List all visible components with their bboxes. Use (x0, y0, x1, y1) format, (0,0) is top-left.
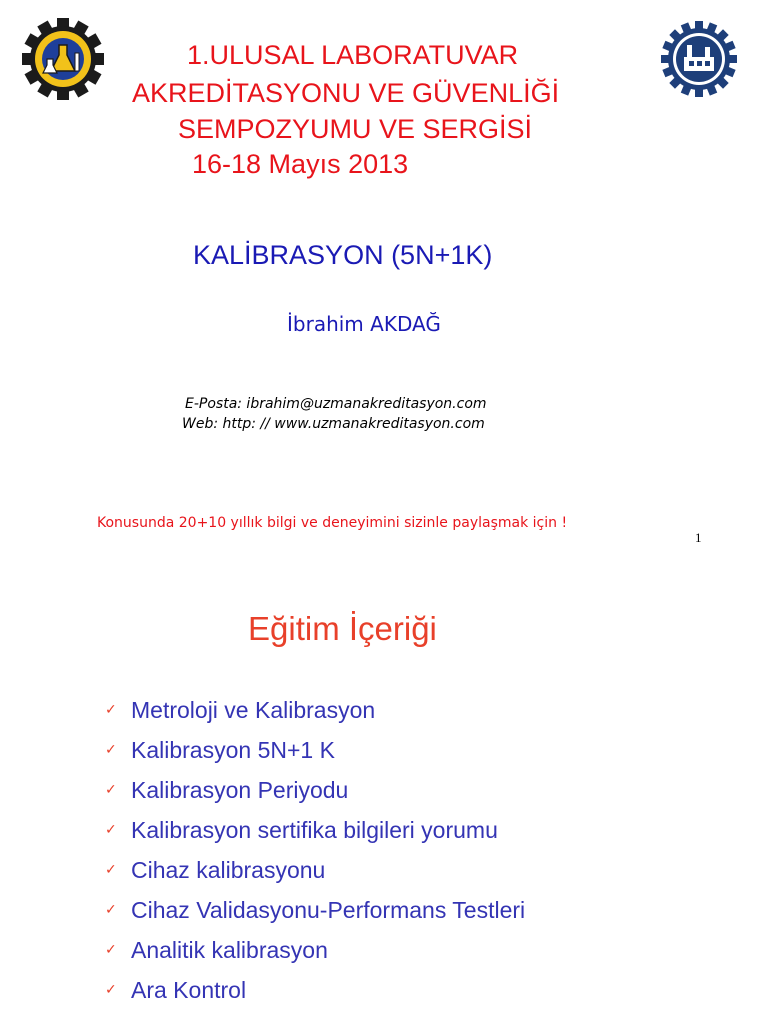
event-title-line-2: AKREDİTASYONU VE GÜVENLİĞİ (132, 78, 560, 108)
check-icon: ✓ (105, 822, 117, 838)
contact-email[interactable]: E-Posta: ibrahim@uzmanakreditasyon.com (185, 396, 487, 412)
author-name: İbrahim AKDAĞ (287, 312, 441, 336)
check-icon: ✓ (105, 742, 117, 758)
list-item (105, 970, 525, 1010)
list-item-label: Cihaz Validasyonu-Performans Testleri (131, 896, 526, 923)
list-item-label: Kalibrasyon sertifika bilgileri yorumu (131, 816, 498, 843)
check-icon: ✓ (105, 702, 117, 718)
check-icon: ✓ (105, 942, 117, 958)
page-number: 1 (695, 530, 702, 545)
section-title: Eğitim İçeriği (248, 610, 437, 647)
check-icon: ✓ (105, 982, 117, 998)
list-item-label: Kalibrasyon 5N+1 K (131, 736, 335, 763)
list-item (105, 730, 525, 770)
list-item-label: Analitik kalibrasyon (131, 936, 328, 963)
list-item-label: Metroloji ve Kalibrasyon (131, 696, 376, 723)
event-date: 16-18 Mayıs 2013 (192, 149, 409, 179)
list-item (105, 890, 525, 930)
lab-flask-gear-logo (22, 18, 104, 100)
check-icon: ✓ (105, 862, 117, 878)
gear-factory-logo (660, 20, 738, 98)
list-item (105, 770, 525, 810)
list-item-label: Cihaz kalibrasyonu (131, 856, 326, 883)
event-title-line-1: 1.ULUSAL LABORATUVAR (187, 40, 519, 70)
list-item (105, 690, 525, 730)
content-list (105, 690, 525, 1010)
list-item (105, 810, 525, 850)
list-item-label: Ara Kontrol (131, 976, 247, 1003)
list-item (105, 930, 525, 970)
list-item (105, 850, 525, 890)
tagline: Konusunda 20+10 yıllık bilgi ve deneyimini sizinle paylaşmak için ! (97, 515, 568, 531)
list-item-label: Kalibrasyon Periyodu (131, 776, 349, 803)
check-icon: ✓ (105, 782, 117, 798)
check-icon: ✓ (105, 902, 117, 918)
presentation-subject: KALİBRASYON (5N+1K) (193, 240, 493, 270)
contact-web[interactable]: Web: http: // www.uzmanakreditasyon.com (182, 416, 485, 432)
event-title-line-3: SEMPOZYUMU VE SERGİSİ (178, 114, 533, 144)
